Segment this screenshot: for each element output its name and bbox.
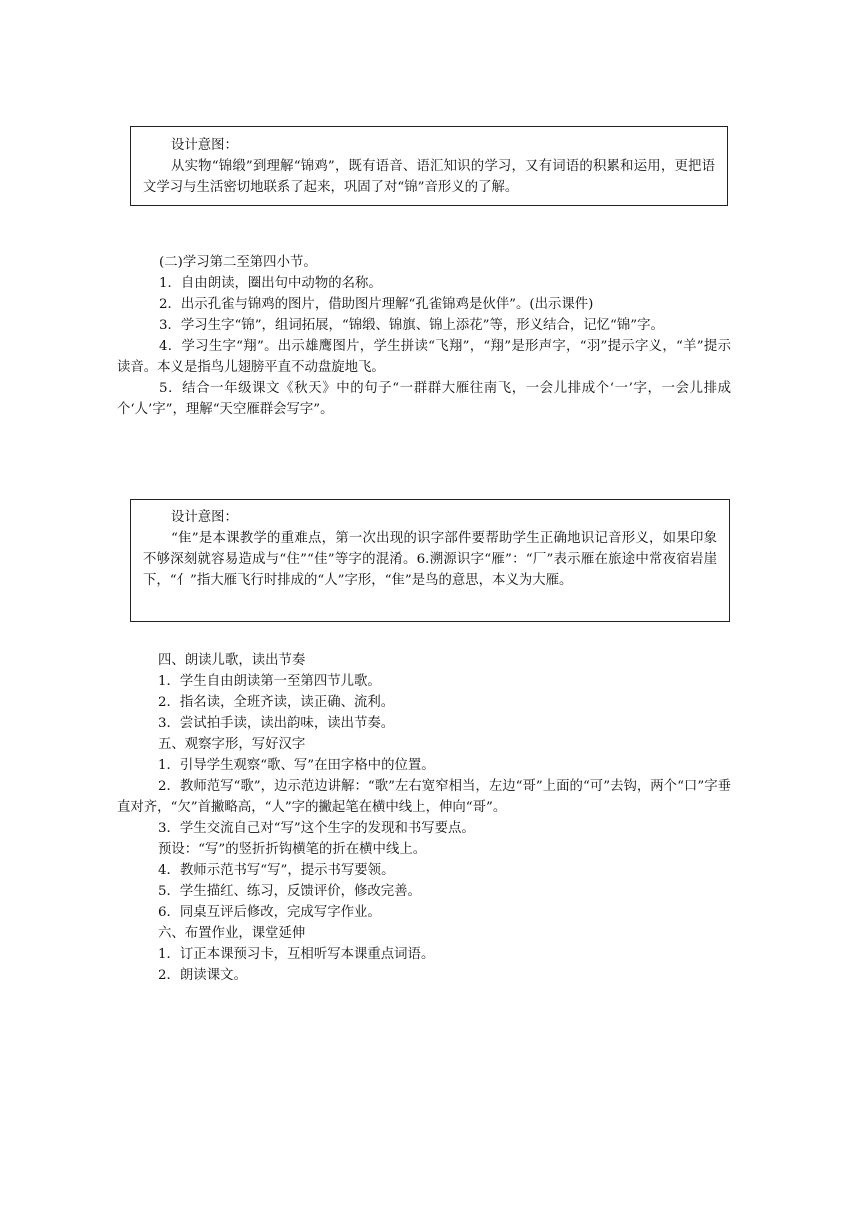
list-item: 1．引导学生观察“歌、写”在田字格中的位置。	[158, 758, 435, 773]
list-item: 2．指名读，全班齐读，读正确、流利。	[158, 695, 395, 710]
design-intent-box-2	[130, 499, 730, 622]
list-item: 预设：“写”的竖折折钩横笔的折在横中线上。	[158, 842, 427, 857]
design-intent-box-1	[130, 126, 728, 206]
list-item: 4．教师示范书写“写”，提示书写要领。	[158, 863, 395, 878]
list-item: 2．朗读课文。	[158, 968, 247, 983]
list-item: 1．自由朗读，圈出句中动物的名称。	[159, 276, 382, 291]
lesson-section-3	[117, 650, 731, 986]
list-item: 2．出示孔雀与锦鸡的图片，借助图片理解“孔雀锦鸡是伙伴”。(出示课件)	[159, 297, 594, 312]
section-heading: 四、朗读儿歌，读出节奏	[158, 653, 306, 668]
list-item: 2．教师范写“歌”，边示范边讲解：“歌”左右宽窄相当，左边“哥”上面的“可”去钩，两个“口”字垂直对齐，“欠”首撇略高，“人”字的撇起笔在横中线上，伸向“哥”。	[117, 779, 731, 815]
list-item: 3．尝试拍手读，读出韵味，读出节奏。	[158, 716, 395, 731]
list-item: 5．学生描红、练习，反馈评价，修改完善。	[158, 884, 421, 899]
section-heading: (二)学习第二至第四小节。	[159, 255, 317, 270]
list-item: 3．学生交流自己对“写”这个生字的发现和书写要点。	[158, 821, 475, 836]
section-heading: 六、布置作业，课堂延伸	[158, 926, 306, 941]
design-intent-text: “隹”是本课教学的重难点，第一次出现的识字部件要帮助学生正确地识记音形义，如果印象不够深刻就容易造成与“住”“佳”等字的混淆。6.溯源识字“雁”：“厂”表示雁在旅途中常夜宿岩崖下，“亻”指大雁飞行时排成的“人”字形，“隹”是鸟的意思，本义为大雁。	[143, 531, 717, 588]
section-heading: 五、观察字形，写好汉字	[158, 737, 306, 752]
list-item: 6．同桌互评后修改，完成写字作业。	[158, 905, 381, 920]
list-item: 4．学习生字“翔”。出示雄鹰图片，学生拼读“飞翔”，“翔”是形声字，“羽”提示字义，“羊”提示读音。本义是指鸟儿翅膀平直不动盘旋地飞。	[117, 339, 731, 375]
design-intent-text: 从实物“锦缎”到理解“锦鸡”，既有语音、语汇知识的学习，又有词语的积累和运用，更把语文学习与生活密切地联系了起来，巩固了对“锦”音形义的了解。	[143, 159, 715, 195]
design-intent-heading: 设计意图：	[171, 138, 238, 153]
design-intent-heading: 设计意图：	[171, 510, 238, 525]
list-item: 1．订正本课预习卡，互相听写本课重点词语。	[158, 947, 435, 962]
list-item: 3．学习生字“锦”，组词拓展，“锦缎、锦旗、锦上添花”等，形义结合，记忆“锦”字。	[159, 318, 664, 333]
list-item: 5．结合一年级课文《秋天》中的句子“一群群大雁往南飞，一会儿排成个‘一’字，一会儿排成个‘人’字”，理解“天空雁群会写字”。	[117, 381, 731, 417]
lesson-section-2	[117, 252, 731, 420]
list-item: 1．学生自由朗读第一至第四节儿歌。	[158, 674, 381, 689]
